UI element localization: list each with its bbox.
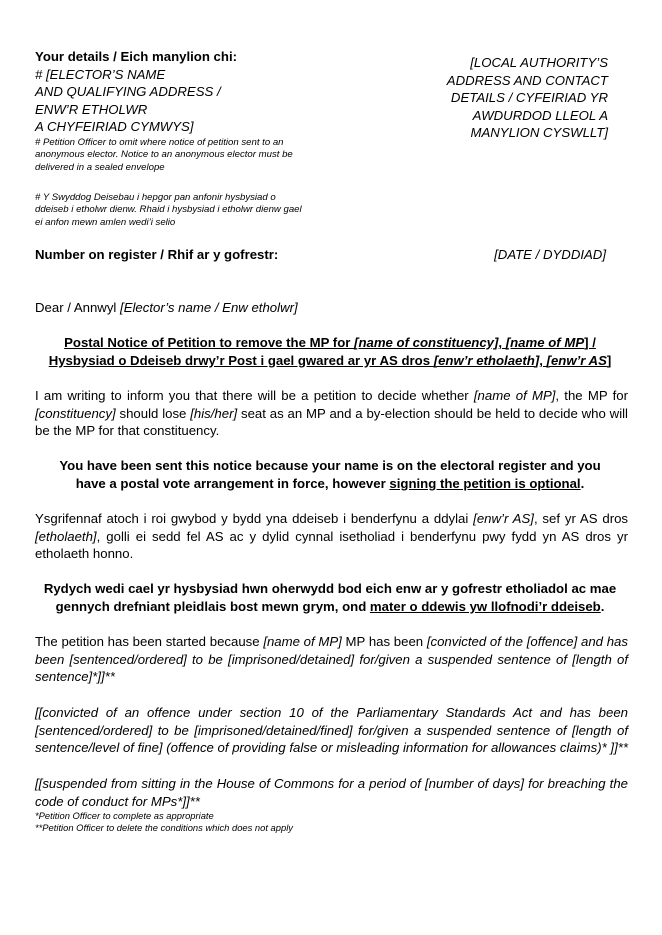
postal-notice-cy-line-2: gennych drefniant pleidlais bost mewn grym, ond mater o ddewis yw llofnodi’r ddeiseb. xyxy=(55,598,605,614)
authority-line-2: ADDRESS AND CONTACT xyxy=(446,72,608,88)
postal-notice-en xyxy=(20,457,640,492)
authority-line-4: AWDURDOD LLEOL A xyxy=(472,107,608,123)
register-number-label: Number on register / Rhif ar y gofrestr: xyxy=(35,247,279,262)
postal-notice-en-line-2: have a postal vote arrangement in force, however signing the petition is optional. xyxy=(75,475,585,491)
notice-date: [DATE / DYDDIAD] xyxy=(494,247,606,262)
elector-heading: Your details / Eich manylion chi: xyxy=(35,49,238,64)
intro-paragraph-cy: Ysgrifennaf atoch i roi gwybod y bydd yna ddeiseb i benderfynu a ddylai [enw’r AS], sef yr AS dros [etholaeth], golli ei sedd fel AS ac y dylid cynnal isetholiad i benderfynu pwy fydd yn AS dros yr etholaeth honno. xyxy=(35,511,629,562)
title-line-1: Postal Notice of Petition to remove the MP for [name of constituency], [name of MP] / xyxy=(64,335,596,350)
notice-title xyxy=(20,334,640,369)
salutation xyxy=(35,299,298,317)
authority-line-1: [LOCAL AUTHORITY’S xyxy=(470,55,608,70)
footnote-2: **Petition Officer to delete the conditions which does not apply xyxy=(35,822,293,833)
elector-placeholder-3: ENW’R ETHOLWR xyxy=(35,101,148,117)
authority-address xyxy=(400,54,608,142)
reason-paragraph-2: [[convicted of an offence under section 10 of the Parliamentary Standards Act and has been [sentenced/ordered] to be [imprisoned/detained/fined] for/given a suspended sentence of [length of sentence/level of fine] (offence of providing false or misleading information for allowances claims)* ]]** xyxy=(35,705,628,756)
postal-notice-en-line-1: You have been sent this notice because your name is on the electoral register and you xyxy=(59,458,601,473)
footnote-1: *Petition Officer to complete as appropriate xyxy=(35,810,214,821)
postal-notice-cy xyxy=(20,580,640,615)
optional-signing-en: signing the petition is optional xyxy=(389,475,581,491)
reason-paragraph: The petition has been started because [name of MP] MP has been [convicted of the [offence] and has been [sentenced/ordered] to be [imprisoned/detained] for/given a suspended sentence of [length of sentence]*]]** xyxy=(35,634,628,685)
reason-paragraph-3: [[suspended from sitting in the House of Commons for a period of [number of days] for breaching the code of conduct for MPs*]]** xyxy=(35,776,628,809)
elector-details xyxy=(35,48,320,136)
optional-signing-cy: mater o ddewis yw llofnodi’r ddeiseb xyxy=(369,598,601,614)
authority-line-5: MANYLION CYSWLLT] xyxy=(470,125,608,141)
authority-line-3: DETAILS / CYFEIRIAD YR xyxy=(450,90,608,106)
elector-placeholder-2: AND QUALIFYING ADDRESS / xyxy=(35,84,221,100)
salutation-prefix: Dear / Annwyl xyxy=(35,300,121,315)
intro-paragraph-en: I am writing to inform you that there will be a petition to decide whether [name of MP], the MP for [constituency] should lose [his/her] seat as an MP and a by-election should be held to decide who will be the MP for that constituency. xyxy=(35,388,628,439)
postal-notice-cy-line-1: Rydych wedi cael yr hysbysiad hwn oherwydd bod eich enw ar y gofrestr etholiadol ac mae xyxy=(43,581,617,596)
elector-placeholder-1: # [ELECTOR’S NAME xyxy=(35,66,166,82)
elector-note-cy: # Y Swyddog Deisebau i hepgor pan anfonir hysbysiad o ddeiseb i etholwr dienw. Rhaid i hysbysiad i etholwr dienw gael ei anfon mewn amlen wedi’i selio xyxy=(35,192,302,228)
elector-placeholder-4: A CHYFEIRIAD CYMWYS] xyxy=(35,119,194,135)
elector-note-en: # Petition Officer to omit where notice of petition sent to an anonymous elector. Notice to an anonymous elector must be delivered in a sealed envelope xyxy=(35,137,293,173)
salutation-name: [Elector’s name / Enw etholwr] xyxy=(120,300,298,315)
title-line-2: Hysbysiad o Ddeiseb drwy’r Post i gael gwared ar yr AS dros [enw’r etholaeth], [enw’r AS] xyxy=(48,352,612,368)
